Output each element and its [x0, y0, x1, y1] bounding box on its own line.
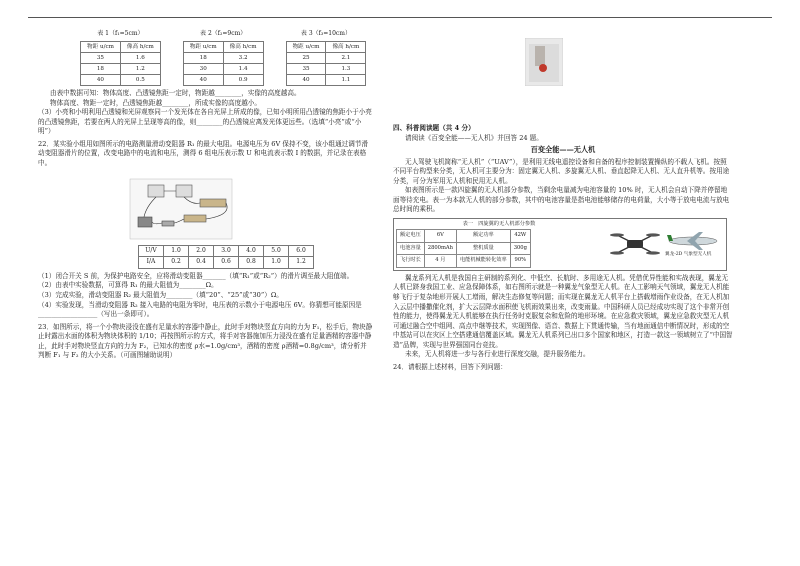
ui-data-table: [138, 245, 314, 269]
table-cell: 0.9: [223, 75, 263, 86]
table-cell: 4.0: [239, 245, 264, 257]
battery-icon: [138, 217, 152, 227]
table-cell: 0.2: [164, 257, 189, 269]
question-22-3: （3）完成实验，滑动变阻器 R₂ 最大阻值为________（填“20”、“25”或“30”）Ω。: [38, 290, 283, 299]
spec-figure: [393, 218, 727, 271]
ammeter-icon: [148, 185, 164, 197]
table-cell: 0.5: [120, 75, 160, 86]
table-header: 物距 u/cm: [81, 41, 121, 52]
table-cell: 电池容量: [397, 242, 425, 255]
table-header: 像高 h/cm: [223, 41, 263, 52]
paragraph: 物体高度、物距一定时，凸透镜焦距越________，所成实像的高度越小。: [50, 98, 261, 107]
block-icon: [539, 64, 547, 72]
table-cell: U/V: [139, 245, 164, 257]
table-caption: 表一 四旋翼的无人机部分参数: [462, 220, 536, 227]
focal-tables: [80, 30, 373, 86]
paragraph: 翼龙系列无人机是我国自主研制的系列化、中低空、长航时、多用途无人机。凭借优异性能和实战表现，翼龙无人机已跻身我国工业、应急保障体系，如右图所示就是一种翼龙气象型无人机。在人工影响天气领域，翼龙无人机能够飞行于复杂地形开展人工增雨，解决生态修复等问题；而实现在翼龙无人机平台上搭载增雨作业设备，在无人机加入云层中播撒催化剂，扩大云层降水面积使飞机雨效果出来，改变雨量。中国科研人员已经成功实现了这个非常开创性的能力，使得翼龙无人机能够在执行任务时克服复杂和危险的地形环境。在应急救灾领域，翼龙应急救灾型无人机可通过融合空中组网、高点中继等技术，实现图像、语音、数据上下贯通传输，当有地面通信中断情况时，形成的空中基站可以在灾区上空搭建通信覆盖区域。翼龙无人机系列已出口多个国家和地区，打造一款这一领域树立了“中国智造”品牌，实现与世界强国同台竞技。: [393, 273, 733, 349]
table-cell: 6V: [424, 230, 456, 243]
table-cell: 1.2: [289, 257, 314, 269]
question-22-4: （4）实验发现，当滑动变阻器 R₂ 接入电路的电阻为零时，电压表的示数小于电源电压 6V。你猜想可能原因是__________________（写出一条即可）。: [38, 300, 362, 319]
table-cell: 30: [183, 63, 223, 74]
question-24: 24．请根据上述材料，回答下列问题：: [393, 362, 507, 371]
table-cell: 1.0: [164, 245, 189, 257]
focal-table-2: [183, 30, 264, 86]
table-cell: 额定电压: [397, 230, 425, 243]
table-cell: 5.0: [264, 245, 289, 257]
photo-figure: [525, 38, 563, 86]
article-title: 百变全能——无人机: [530, 145, 596, 155]
table-cell: 300g: [510, 242, 530, 255]
table-cell: 1.6: [120, 52, 160, 63]
table-cell: 40: [183, 75, 223, 86]
table-cell: 2.1: [326, 52, 366, 63]
paragraph: 未来，无人机将进一步与各行业进行深度交融，提升服务能力。: [405, 350, 590, 359]
drone-2-figure: [665, 230, 721, 259]
question-22: 22．某实验小组用如图所示的电路测量滑动变阻器 R₁ 的最大电阻。电源电压为 6V 保持不变，该小组通过调节滑动变阻器滑片的位置，改变电路中的电流和电压，测得 6 组电压表示数 U 和电流表示数 I 的数据，并记录在表格中。: [38, 139, 369, 167]
table-cell: 42W: [510, 230, 530, 243]
table-cell: 90%: [510, 255, 530, 268]
right-column: [393, 30, 733, 372]
table-caption: 表 1（f₁=5cm）: [97, 30, 144, 37]
table-cell: 40: [81, 75, 121, 86]
table-header: 像高 h/cm: [120, 41, 160, 52]
focal-table-3: [286, 30, 367, 86]
quadcopter-icon: [609, 227, 661, 261]
table-cell: 飞行时长: [397, 255, 425, 268]
data-table: [183, 41, 264, 86]
focal-table-1: [80, 30, 161, 86]
table-cell: 25: [286, 52, 326, 63]
data-table: [80, 41, 161, 86]
circuit-diagram: [126, 175, 236, 243]
table-caption: 表 3（f₃=10cm）: [300, 30, 351, 37]
switch-icon: [162, 221, 174, 226]
paragraph: 无人驾驶飞机简称“无人机”（“UAV”），是利用无线电遥控设备和自备的程序控制装置操纵的不载人飞机。按照不同平台构型来分类，无人机可主要分为：固定翼无人机、多旋翼无人机、垂直起降无人机、无人直升机等。按用途分类，可分为军用无人机和民用无人机。: [393, 157, 730, 185]
fixed-wing-drone-icon: [665, 230, 721, 252]
spec-table: [396, 229, 531, 268]
question-23: 23．如图所示，将一个小物块浸没在盛有足量水的容器中静止，此时手对物块竖直方向的力为 F₁，松手后，物块静止时露出水面的体积为物块体积的 1/10；再按图所示的方式，将手对容器施加压力浸没在盛有足量酒精的容器中静止，此时手对物块竖直方向的力为 F₂，已知水的密度 ρ水=1.0g/cm³，酒精的密度 ρ酒精=0.8g/cm³，请分析并判断 F₁ 与 F₂ 的大小关系。（可画图辅助说明）: [38, 322, 373, 360]
table-cell: 1.3: [326, 63, 366, 74]
table-cell: 0.6: [214, 257, 239, 269]
rheostat-icon: [184, 215, 206, 222]
data-table: [286, 41, 367, 86]
table-cell: 18: [81, 63, 121, 74]
table-cell: 整机质量: [456, 242, 510, 255]
table-cell: 0.4: [189, 257, 214, 269]
paragraph: 由表中数据可知：物体高度、凸透镜焦距一定时，物距越________，实像的高度越高。: [50, 89, 301, 98]
table-cell: 4 月: [424, 255, 456, 268]
table-cell: 3.0: [214, 245, 239, 257]
table-cell: 35: [286, 63, 326, 74]
table-cell: 1.2: [120, 63, 160, 74]
spec-table-wrap: [394, 219, 604, 270]
section-heading: 四、科普阅读题（共 4 分）: [393, 124, 475, 132]
table-cell: 35: [81, 52, 121, 63]
header-rule: [28, 17, 772, 18]
table-cell: 6.0: [289, 245, 314, 257]
question-22-2: （2）由表中实验数据，可算得 R₁ 的最大阻值为________Ω。: [38, 281, 218, 290]
hand-icon: [535, 46, 545, 66]
paragraph: 如表图所示是一款四旋翼的无人机部分参数，当剩余电量减为电池容量的 10% 时，无人机会自动下降并停留地面等待充电。表一为本款无人机的部分参数，其中的电池容量是指电池能够储存的电荷量，大小等于放电电流与放电总时间的乘积。: [393, 186, 730, 214]
table-header: 像高 h/cm: [326, 41, 366, 52]
rheostat-icon: [200, 199, 226, 207]
table-header: 物距 u/cm: [286, 41, 326, 52]
table-cell: 1.4: [223, 63, 263, 74]
table-cell: 0.8: [239, 257, 264, 269]
table-cell: 1.1: [326, 75, 366, 86]
table-header: 物距 u/cm: [183, 41, 223, 52]
table-cell: 3.2: [223, 52, 263, 63]
table-cell: 2800mAh: [424, 242, 456, 255]
table-caption: 表 2（f₂=9cm）: [200, 30, 247, 37]
drone-caption: 翼龙-2D 气象型无人机: [665, 252, 712, 258]
table-cell: 电能机械能转化效率: [456, 255, 510, 268]
table-cell: 2.0: [189, 245, 214, 257]
table-cell: 1.0: [264, 257, 289, 269]
instruction: 请阅读《百变全能——无人机》并回答 24 题。: [405, 133, 543, 142]
question-22-1: （1）闭合开关 S 前，为保护电路安全，应将滑动变阻器_______（填“R₁”或“R₂”）的滑片调至最大阻值端。: [38, 271, 354, 280]
table-cell: I/A: [139, 257, 164, 269]
table-cell: 40: [286, 75, 326, 86]
table-cell: 18: [183, 52, 223, 63]
question-3: （3）小亮和小明利用凸透镜和光屏观察同一个发光体在各自光屏上所成的像，已知小明所用凸透镜的焦距小于小亮的凸透镜焦距，若要在两人的光屏上呈现等高的像，则________的凸透镜应离发光体更远些。（选填“小亮”或“小明”）: [38, 108, 372, 136]
voltmeter-icon: [176, 185, 192, 197]
drone-images: [604, 219, 726, 270]
table-cell: 额定功率: [456, 230, 510, 243]
left-column: [38, 30, 373, 361]
